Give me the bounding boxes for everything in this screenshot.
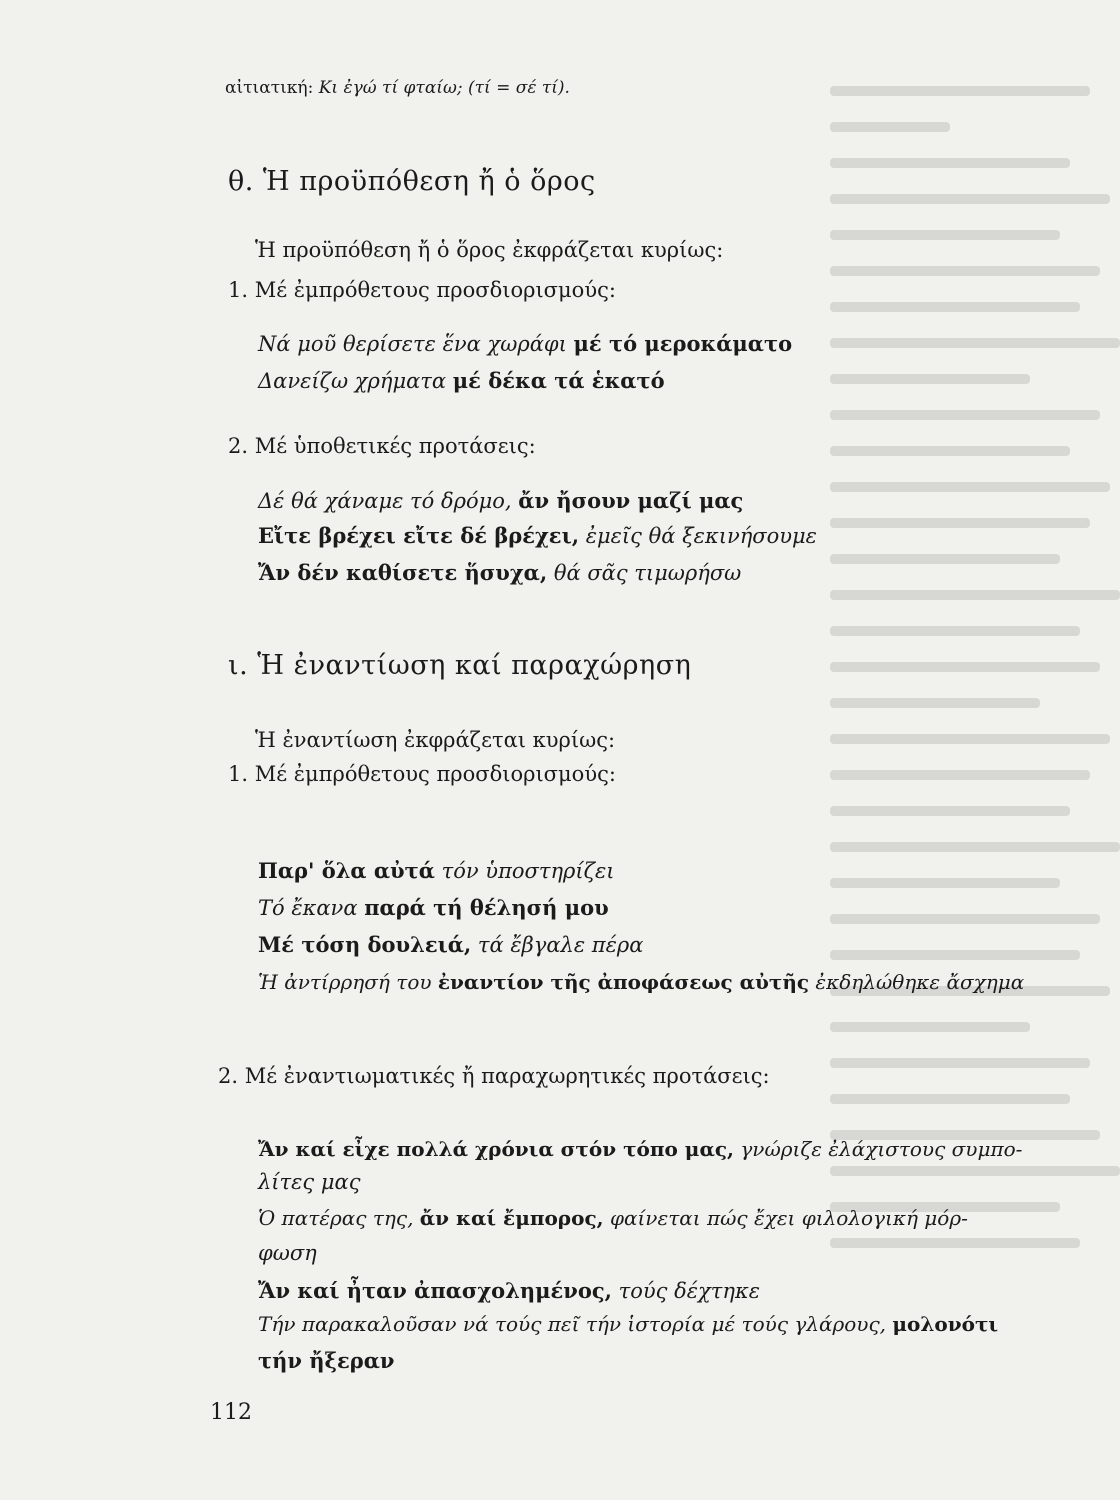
iota-item2-example-2 <box>258 1208 968 1228</box>
iota-item1-heading: 1. Μέ ἐμπρόθετους προσδιορισμούς: <box>228 762 616 786</box>
example-plain: Τό ἔκανα <box>258 896 358 920</box>
accusative-label: αἰτιατική: <box>225 78 314 98</box>
iota-item2-example-4-cont: τήν ἤξεραν <box>258 1348 395 1373</box>
iota-item2-example-4 <box>258 1314 998 1334</box>
theta-item1-example-1 <box>258 333 792 355</box>
theta-item1-heading: 1. Μέ ἐμπρόθετους προσδιορισμούς: <box>228 278 616 302</box>
example-bold: Ἄν καί ἦταν ἀπασχολημένος, <box>258 1278 612 1303</box>
example-plain: ἐκδηλώθηκε ἄσχημα <box>815 970 1025 994</box>
iota-item2-heading: 2. Μέ ἐναντιωματικές ἤ παραχωρητικές προτάσεις: <box>218 1064 770 1088</box>
section-theta-title: θ. Ἡ προϋπόθεση ἤ ὁ ὅρος <box>228 166 596 197</box>
example-plain: ἐμεῖς θά ξεκινήσουμε <box>585 524 817 548</box>
example-bold: μέ δέκα τά ἑκατό <box>452 368 665 393</box>
example-plain: Τήν παρακαλοῦσαν νά τούς πεῖ τήν ἱστορία μέ τούς γλάρους, <box>258 1312 887 1336</box>
theta-item2-example-2 <box>258 525 817 547</box>
example-plain: γνώριζε ἐλάχιστους συμπο- <box>740 1137 1023 1161</box>
example-plain: τά ἔβγαλε πέρα <box>477 933 644 957</box>
iota-item2-example-3 <box>258 1280 760 1302</box>
page-number: 112 <box>210 1400 252 1425</box>
example-plain: τόν ὑποστηρίζει <box>441 859 615 883</box>
theta-item2-example-3 <box>258 562 741 584</box>
example-plain: Ἡ ἀντίρρησή του <box>258 970 432 994</box>
iota-item2-example-1 <box>258 1139 1022 1159</box>
example-bold: Παρ' ὅλα αὐτά <box>258 858 435 883</box>
facing-page-bleedthrough <box>790 60 1120 1390</box>
example-bold: μολονότι <box>892 1312 999 1336</box>
section-theta-intro: Ἡ προϋπόθεση ἤ ὁ ὅρος ἐκφράζεται κυρίως: <box>255 238 724 262</box>
example-plain: φαίνεται πώς ἔχει φιλολογική μόρ- <box>609 1206 968 1230</box>
iota-item1-example-1 <box>258 860 615 882</box>
top-line <box>225 80 570 97</box>
example-plain: τούς δέχτηκε <box>618 1279 760 1303</box>
iota-item2-example-2-cont: φωση <box>258 1241 317 1265</box>
example-bold: Ἄν δέν καθίσετε ἥσυχα, <box>258 560 548 585</box>
example-bold: παρά τή θέλησή μου <box>364 895 609 920</box>
example-plain: Ὁ πατέρας της, <box>258 1206 414 1230</box>
example-bold: μέ τό μεροκάματο <box>573 331 793 356</box>
section-iota-intro: Ἡ ἐναντίωση ἐκφράζεται κυρίως: <box>255 728 616 752</box>
section-iota-title: ι. Ἡ ἐναντίωση καί παραχώρηση <box>228 650 692 681</box>
example-plain: θά σᾶς τιμωρήσω <box>553 561 742 585</box>
example-bold: Εἴτε βρέχει εἴτε δέ βρέχει, <box>258 523 580 548</box>
iota-item1-example-4 <box>258 972 1024 992</box>
example-bold: ἄν καί ἔμπορος, <box>419 1206 604 1230</box>
example-bold: Ἄν καί εἶχε πολλά χρόνια στόν τόπο μας, <box>258 1137 734 1161</box>
theta-item2-example-1 <box>258 490 743 512</box>
theta-item1-example-2 <box>258 370 665 392</box>
example-bold: Μέ τόση δουλειά, <box>258 932 472 957</box>
iota-item1-example-2 <box>258 897 609 919</box>
theta-item2-heading: 2. Μέ ὑποθετικές προτάσεις: <box>228 434 536 458</box>
iota-item1-example-3 <box>258 934 643 956</box>
example-plain: Δέ θά χάναμε τό δρόμο, <box>258 489 512 513</box>
example-plain: Νά μοῦ θερίσετε ἕνα χωράφι <box>258 332 567 356</box>
example-bold: ἄν ἤσουν μαζί μας <box>518 488 744 513</box>
example-bold: ἐναντίον τῆς ἀποφάσεως αὐτῆς <box>437 970 810 994</box>
iota-item2-example-1-cont: λίτες μας <box>258 1170 361 1194</box>
example-plain: Δανείζω χρήματα <box>258 369 447 393</box>
accusative-example: Κι ἐγώ τί φταίω; (τί = σέ τί). <box>318 78 570 98</box>
